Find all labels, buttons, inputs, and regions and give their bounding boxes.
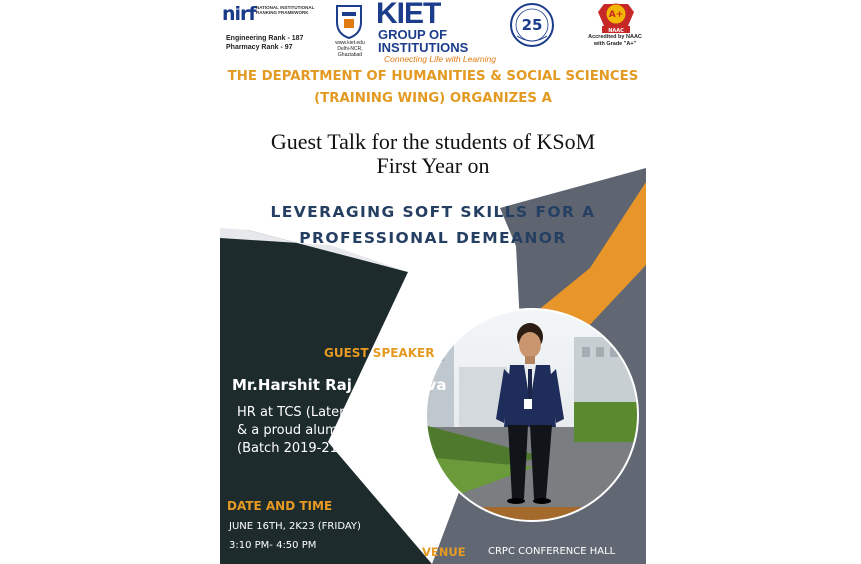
kiet-logo <box>372 0 502 64</box>
kiet-tagline: Connecting Life with Learning <box>384 54 496 64</box>
naac-accreditation: Accredited by NAAC with Grade "A+" <box>588 34 642 47</box>
guest-talk-line-1: Guest Talk for the students of KSoM <box>270 129 596 154</box>
speaker-name: Mr.Harshit Raj Srivastava <box>232 376 447 394</box>
event-date: JUNE 16TH, 2K23 (FRIDAY) <box>229 521 361 532</box>
naac-badge <box>586 2 646 54</box>
engineering-rank: Engineering Rank - 187 <box>226 35 304 42</box>
venue-value: CRPC CONFERENCE HALL <box>488 546 616 557</box>
nirf-logo <box>222 3 322 53</box>
speaker-role-line-3: (Batch 2019-21) <box>237 441 343 456</box>
logo-bar <box>220 0 646 64</box>
department-line-2: (TRAINING WING) ORGANIZES A <box>314 91 552 106</box>
guest-talk-heading <box>220 130 646 178</box>
speaker-role-line-2: & a proud alumnus of KSoM <box>237 423 418 438</box>
date-time-label: DATE AND TIME <box>227 499 333 513</box>
department-heading <box>220 66 646 110</box>
topic-line-2: PROFESSIONAL DEMEANOR <box>299 229 567 247</box>
pharmacy-rank: Pharmacy Rank - 97 <box>226 44 293 51</box>
department-line-1: THE DEPARTMENT OF HUMANITIES & SOCIAL SCIENCES <box>227 69 639 84</box>
location-text: Delhi-NCR, Ghaziabad <box>337 46 363 58</box>
speaker-role <box>237 404 427 458</box>
website-text: www.kiet.edu <box>335 40 365 46</box>
guest-speaker-label: GUEST SPEAKER <box>324 346 435 360</box>
nirf-mark: nirf <box>222 3 256 25</box>
kiet-title: KIET <box>376 0 441 30</box>
guest-talk-line-2: First Year on <box>376 153 490 178</box>
topic-line-1: LEVERAGING SOFT SKILLS FOR A <box>270 203 596 221</box>
nirf-subtitle: NATIONAL INSTITUTIONAL RANKING FRAMEWORK <box>256 5 315 15</box>
shield-emblem-icon <box>330 2 368 40</box>
naac-badge-label: NAAC <box>608 28 624 34</box>
venue-label: VENUE <box>422 545 466 559</box>
kiet-group: GROUP OF INSTITUTIONS <box>378 27 469 55</box>
naac-medal-icon <box>586 2 646 34</box>
event-time: 3:10 PM- 4:50 PM <box>229 540 317 551</box>
svg-text:25: 25 <box>521 16 543 34</box>
anniversary-25-icon <box>509 2 555 48</box>
event-poster <box>220 0 646 564</box>
talk-topic <box>220 199 646 251</box>
speaker-photo <box>424 307 640 523</box>
speaker-role-line-1: HR at TCS (Lateral IT Hiring) <box>237 405 421 420</box>
naac-grade: A+ <box>608 10 624 20</box>
kiet-emblem <box>330 2 368 58</box>
